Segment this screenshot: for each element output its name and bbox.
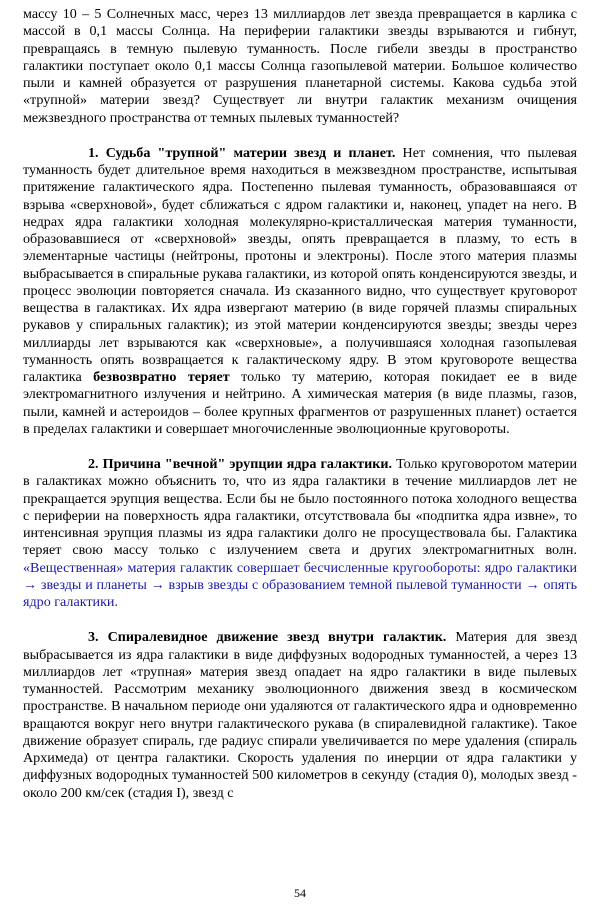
section-1-text-a: Нет сомнения, что пылевая туманность будет длительное время находиться в межзвездном пространстве, испытывая притяжение галактического ядра. Постепенно пылевая туманность, образовавшаяся от взрыва «сверхновой», будет сближаться с ядром галактики и, наконец, упадет на него. В недрах ядра галактики холодная молекулярно-кристаллическая материя туманности, образовавшиеся от «сверхновой» звезды, опять превращается в плазму, то есть в элементарные частицы (нейтроны, протоны и электроны). После этого материя плазмы выбрасывается в спиральные рукава галактики, из которой опять конденсируются звезды, и процесс эволюции повторяется сначала. Из сказанного видно, что существует круговорот вещества в галактиках. Их ядра извергают материю (в виде горячей плазмы спиральных рукавов у спиральных галактик); из этой материи конденсируются звезды; звезды через миллиарды лет взрываются как «сверхновые», а получившаяся холодная газопылевая туманность опять возвращается к галактическому ядру. В этом круговороте вещества галактика xyxy=(23,144,577,385)
document-page xyxy=(23,6,577,802)
section-1-emphasis: безвозвратно теряет xyxy=(93,369,230,385)
section-2-text: Только круговоротом материи в галактиках можно объяснить то, что из ядра галактики в течение миллиардов лет не прекращается эрупция вещества. Если бы не было постоянного потока холодного вещества с периферии на поверхность ядра галактики, отсутствовала бы «подпитка ядра извне», то интенсивная эрупция плазмы из ядра галактики долго не просуществовала бы. Галактика теряет свою массу только с излучением света и других электромагнитных волн. xyxy=(23,456,577,559)
section-3-text: Материя для звезд выбрасывается из ядра галактики в виде диффузных водородных туманностей, а через 13 миллиардов лет «трупная» материя звезд опадает на ядро галактики в виде пылевых туманностей. Рассмотрим механику эволюционного движения звезд в космическом пространстве. В начальном периоде они удаляются от галактического ядра и одновременно вращаются вокруг него внутри галактического рукава (в спиралевидной галактике). Такое движение образует спираль, где радиус спирали увеличивается по мере удаления (спираль Архимеда) от центра галактики. Скорость удаления по инерции от ядра галактики у диффузных водородных туманностей 500 километров в секунду (стадия 0), молодых звезд - около 200 км/сек (стадия I), звезд с xyxy=(23,629,577,801)
section-3-paragraph xyxy=(23,629,577,802)
section-1-heading: 1. Судьба "трупной" материи звезд и планет. xyxy=(88,144,396,161)
page-number: 54 xyxy=(294,886,306,900)
section-2-heading: 2. Причина "вечной" эрупции ядра галактики. xyxy=(88,456,392,472)
section-1-paragraph xyxy=(23,145,577,438)
section-2-paragraph xyxy=(23,456,577,611)
intro-paragraph: массу 10 – 5 Солнечных масс, через 13 миллиардов лет звезда превращается в карлика с массой в 0,1 массы Солнца. На периферии галактики звезды взрываются и гибнут, превращаясь в темную пылевую туманность. После гибели звезды в пространство галактики поступает около 0,1 массы Солнца газопылевой материи. Большое количество пыли и камней образуется от разрушения планетарной системы. Какова судьба этой «трупной» материи звезд? Существует ли внутри галактик механизм очищения межзвездного пространства от темных пылевых туманностей? xyxy=(23,6,577,126)
section-2-cycle-highlight: «Вещественная» материя галактик совершает бесчисленные кругообороты: ядро галактики → звезды и планеты → взрыв звезды с образованием темной пылевой туманности → опять ядро галактики. xyxy=(23,559,577,610)
section-3-heading: 3. Спиралевидное движение звезд внутри галактик. xyxy=(88,629,447,646)
section-1-text-b: только ту материю, которая покидает ее в виде электромагнитного излучения и нейтрино. А химическая материя (в виде плазмы, газов, пыли, камней и астероидов – более крупных фрагментов от разрушенных планет) остается в пределах галактики и совершает многочисленные эволюционные круговороты. xyxy=(23,369,578,437)
